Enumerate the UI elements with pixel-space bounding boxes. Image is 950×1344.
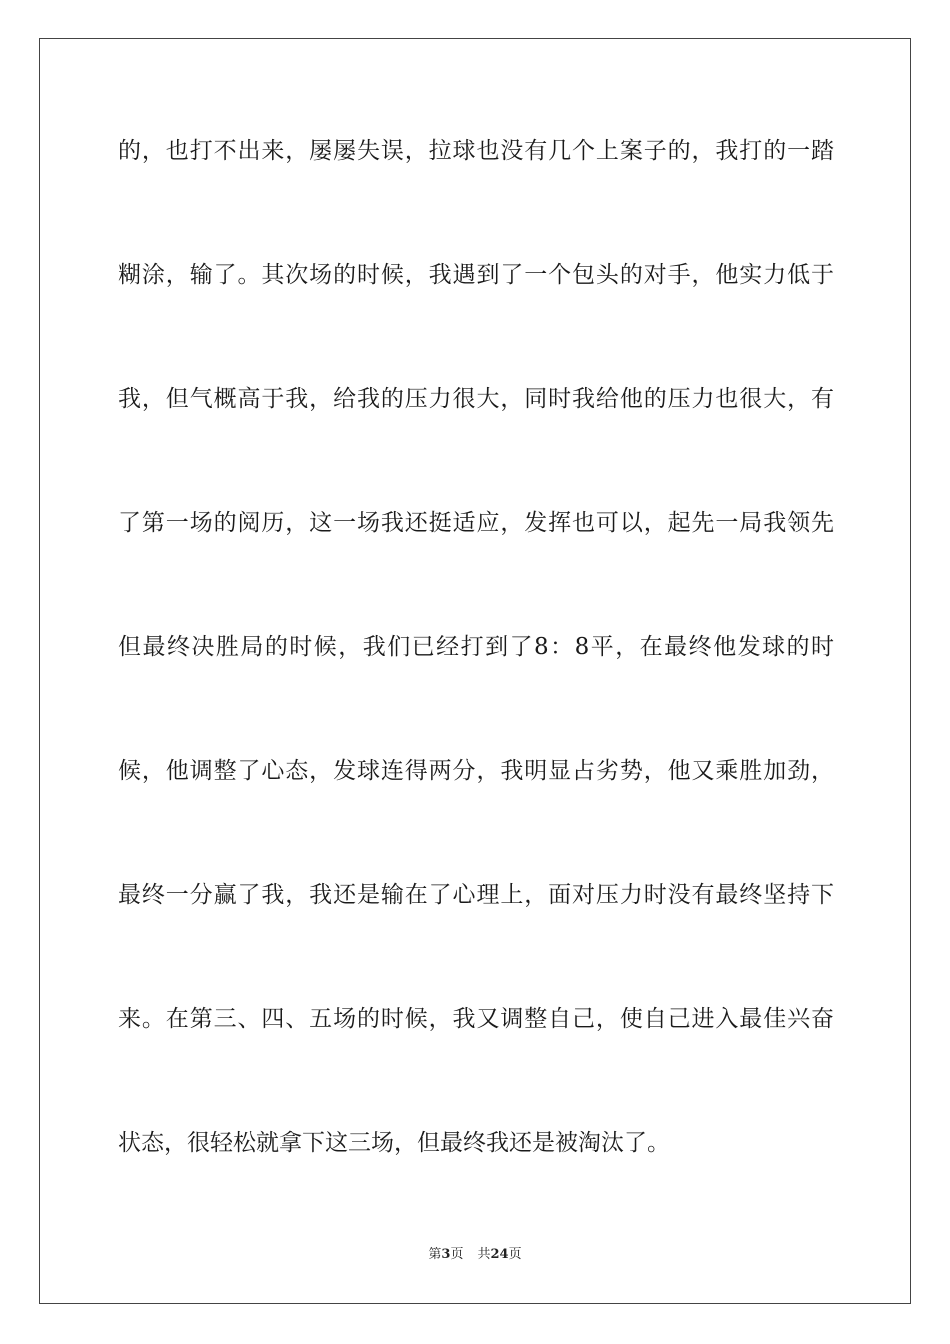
text-line-last: 状态，很轻松就拿下这三场，但最终我还是被淘汰了。 <box>118 1130 670 1156</box>
page-number: 3 <box>441 1247 451 1262</box>
page-prefix: 第 <box>428 1247 442 1262</box>
total-prefix: 共 <box>477 1247 491 1262</box>
text-line: 我，但气概高于我，给我的压力很大，同时我给他的压力也很大，有 <box>118 386 834 412</box>
page-suffix: 页 <box>450 1247 464 1262</box>
text-line: 了第一场的阅历，这一场我还挺适应，发挥也可以，起先一局我领先 <box>118 510 834 536</box>
text-line: 最终一分赢了我，我还是输在了心理上，面对压力时没有最终坚持下 <box>118 882 834 908</box>
page-footer <box>0 1246 950 1264</box>
total-pages: 24 <box>490 1247 509 1262</box>
text-line: 的，也打不出来，屡屡失误，拉球也没有几个上案子的，我打的一踏 <box>118 138 834 164</box>
text-line: 糊涂，输了。其次场的时候，我遇到了一个包头的对手，他实力低于 <box>118 262 834 288</box>
text-line: 来。在第三、四、五场的时候，我又调整自己，使自己进入最佳兴奋 <box>118 1006 834 1032</box>
total-suffix: 页 <box>508 1247 522 1262</box>
page-border <box>39 38 911 1304</box>
text-line: 但最终决胜局的时候，我们已经打到了8：8平，在最终他发球的时 <box>118 634 834 660</box>
text-line: 候，他调整了心态，发球连得两分，我明显占劣势，他又乘胜加劲， <box>118 758 834 784</box>
